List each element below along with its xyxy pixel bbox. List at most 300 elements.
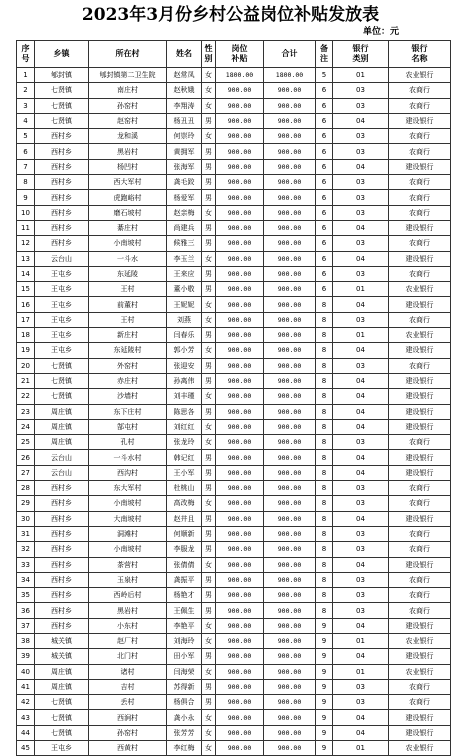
cell-village: 诸村 — [89, 664, 167, 679]
cell-gender: 男 — [202, 603, 216, 618]
cell-bank_type: 03 — [333, 695, 389, 710]
cell-seq: 29 — [17, 496, 35, 511]
cell-subsidy: 900.00 — [216, 450, 264, 465]
cell-bank_type: 04 — [333, 159, 389, 174]
cell-name: 苏得新 — [167, 679, 202, 694]
cell-total: 900.00 — [264, 649, 316, 664]
column-header-bank_type: 银行 类别 — [333, 41, 389, 68]
cell-bank_type: 04 — [333, 511, 389, 526]
cell-village: 王村 — [89, 282, 167, 297]
cell-village: 东下庄村 — [89, 404, 167, 419]
cell-village: 赤庄村 — [89, 373, 167, 388]
cell-total: 900.00 — [264, 419, 316, 434]
cell-village: 王村 — [89, 312, 167, 327]
cell-bank_name: 农商行 — [389, 572, 451, 587]
table-row — [17, 389, 451, 404]
cell-bank_name: 农商行 — [389, 144, 451, 159]
cell-name: 刘红红 — [167, 419, 202, 434]
cell-bank_name: 建设银行 — [389, 419, 451, 434]
cell-seq: 21 — [17, 373, 35, 388]
cell-seq: 28 — [17, 481, 35, 496]
cell-gender: 男 — [202, 404, 216, 419]
cell-town: 云台山 — [35, 450, 89, 465]
cell-bank_type: 03 — [333, 526, 389, 541]
cell-gender: 女 — [202, 633, 216, 648]
cell-village: 茶营村 — [89, 557, 167, 572]
cell-subsidy: 900.00 — [216, 710, 264, 725]
cell-gender: 男 — [202, 282, 216, 297]
cell-bank_name: 农商行 — [389, 205, 451, 220]
cell-bank_type: 03 — [333, 83, 389, 98]
cell-name: 刘海玲 — [167, 633, 202, 648]
column-header-bank_name: 银行 名称 — [389, 41, 451, 68]
cell-bank_type: 01 — [333, 633, 389, 648]
cell-bank_name: 农商行 — [389, 98, 451, 113]
cell-seq: 22 — [17, 389, 35, 404]
cell-name: 候雅三 — [167, 236, 202, 251]
table-row — [17, 633, 451, 648]
table-row — [17, 588, 451, 603]
cell-name: 刘燕 — [167, 312, 202, 327]
cell-gender: 男 — [202, 465, 216, 480]
cell-gender: 男 — [202, 511, 216, 526]
cell-gender: 女 — [202, 343, 216, 358]
cell-name: 陈思各 — [167, 404, 202, 419]
cell-bank_type: 04 — [333, 404, 389, 419]
cell-gender: 女 — [202, 557, 216, 572]
cell-seq: 19 — [17, 343, 35, 358]
cell-note: 9 — [316, 649, 333, 664]
cell-town: 王屯乡 — [35, 328, 89, 343]
cell-bank_name: 农商行 — [389, 175, 451, 190]
cell-village: 西大军村 — [89, 175, 167, 190]
cell-total: 900.00 — [264, 98, 316, 113]
cell-total: 900.00 — [264, 481, 316, 496]
cell-bank_type: 01 — [333, 282, 389, 297]
cell-bank_type: 04 — [333, 373, 389, 388]
cell-village: 南庄村 — [89, 83, 167, 98]
cell-bank_name: 建设银行 — [389, 618, 451, 633]
cell-subsidy: 900.00 — [216, 83, 264, 98]
cell-name: 龚小永 — [167, 710, 202, 725]
table-row — [17, 328, 451, 343]
cell-total: 900.00 — [264, 679, 316, 694]
cell-village: 小东村 — [89, 618, 167, 633]
cell-village: 外窑村 — [89, 358, 167, 373]
cell-total: 900.00 — [264, 496, 316, 511]
cell-bank_type: 04 — [333, 113, 389, 128]
cell-name: 王佩生 — [167, 603, 202, 618]
cell-gender: 男 — [202, 695, 216, 710]
cell-bank_type: 04 — [333, 465, 389, 480]
table-row — [17, 679, 451, 694]
cell-seq: 18 — [17, 328, 35, 343]
table-row — [17, 695, 451, 710]
cell-seq: 2 — [17, 83, 35, 98]
cell-seq: 12 — [17, 236, 35, 251]
cell-note: 8 — [316, 404, 333, 419]
cell-name: 何顺新 — [167, 526, 202, 541]
cell-note: 6 — [316, 220, 333, 235]
cell-village: 东延陵村 — [89, 343, 167, 358]
cell-town: 七贤镇 — [35, 83, 89, 98]
cell-town: 西村乡 — [35, 159, 89, 174]
cell-gender: 女 — [202, 741, 216, 756]
table-row — [17, 435, 451, 450]
cell-total: 900.00 — [264, 511, 316, 526]
cell-town: 七贤镇 — [35, 389, 89, 404]
table-row — [17, 542, 451, 557]
cell-gender: 女 — [202, 68, 216, 83]
cell-bank_name: 农商行 — [389, 129, 451, 144]
table-row — [17, 159, 451, 174]
cell-gender: 男 — [202, 144, 216, 159]
cell-note: 8 — [316, 588, 333, 603]
column-header-gender: 性 别 — [202, 41, 216, 68]
cell-bank_name: 建设银行 — [389, 710, 451, 725]
cell-town: 七贤镇 — [35, 695, 89, 710]
cell-bank_type: 01 — [333, 68, 389, 83]
cell-total: 900.00 — [264, 710, 316, 725]
cell-total: 900.00 — [264, 633, 316, 648]
cell-gender: 女 — [202, 496, 216, 511]
cell-gender: 男 — [202, 679, 216, 694]
cell-gender: 女 — [202, 129, 216, 144]
cell-subsidy: 900.00 — [216, 144, 264, 159]
cell-bank_name: 农业银行 — [389, 633, 451, 648]
cell-subsidy: 900.00 — [216, 404, 264, 419]
cell-town: 西村乡 — [35, 496, 89, 511]
cell-subsidy: 900.00 — [216, 175, 264, 190]
cell-note: 6 — [316, 205, 333, 220]
cell-name: 王妮妮 — [167, 297, 202, 312]
cell-subsidy: 900.00 — [216, 419, 264, 434]
cell-name: 赵井且 — [167, 511, 202, 526]
cell-seq: 3 — [17, 98, 35, 113]
cell-note: 8 — [316, 496, 333, 511]
cell-total: 900.00 — [264, 236, 316, 251]
cell-village: 北门村 — [89, 649, 167, 664]
cell-subsidy: 900.00 — [216, 251, 264, 266]
cell-bank_type: 01 — [333, 741, 389, 756]
cell-town: 西村乡 — [35, 220, 89, 235]
cell-seq: 42 — [17, 695, 35, 710]
cell-gender: 女 — [202, 251, 216, 266]
cell-bank_name: 农商行 — [389, 603, 451, 618]
cell-total: 900.00 — [264, 465, 316, 480]
cell-town: 周庄镇 — [35, 419, 89, 434]
cell-subsidy: 900.00 — [216, 603, 264, 618]
cell-town: 王屯乡 — [35, 741, 89, 756]
cell-bank_type: 03 — [333, 679, 389, 694]
cell-bank_type: 03 — [333, 236, 389, 251]
cell-note: 6 — [316, 282, 333, 297]
cell-bank_type: 04 — [333, 220, 389, 235]
cell-total: 900.00 — [264, 603, 316, 618]
cell-village: 玉泉村 — [89, 572, 167, 587]
cell-subsidy: 900.00 — [216, 343, 264, 358]
table-row — [17, 481, 451, 496]
cell-note: 6 — [316, 113, 333, 128]
cell-total: 900.00 — [264, 725, 316, 740]
cell-subsidy: 900.00 — [216, 649, 264, 664]
cell-name: 黄拥军 — [167, 144, 202, 159]
cell-note: 6 — [316, 266, 333, 281]
table-row — [17, 511, 451, 526]
table-row — [17, 450, 451, 465]
cell-total: 900.00 — [264, 113, 316, 128]
cell-town: 王屯乡 — [35, 282, 89, 297]
cell-note: 9 — [316, 679, 333, 694]
cell-note: 6 — [316, 251, 333, 266]
cell-seq: 39 — [17, 649, 35, 664]
cell-bank_name: 农业银行 — [389, 68, 451, 83]
cell-subsidy: 900.00 — [216, 542, 264, 557]
cell-town: 七贤镇 — [35, 358, 89, 373]
cell-name: 王来应 — [167, 266, 202, 281]
cell-note: 6 — [316, 175, 333, 190]
cell-town: 七贤镇 — [35, 373, 89, 388]
cell-bank_name: 建设银行 — [389, 450, 451, 465]
cell-village: 东延陵 — [89, 266, 167, 281]
cell-name: 董小敬 — [167, 282, 202, 297]
cell-bank_type: 03 — [333, 266, 389, 281]
cell-bank_name: 农业银行 — [389, 741, 451, 756]
cell-bank_name: 建设银行 — [389, 649, 451, 664]
cell-seq: 37 — [17, 618, 35, 633]
table-row — [17, 496, 451, 511]
cell-total: 900.00 — [264, 129, 316, 144]
cell-seq: 17 — [17, 312, 35, 327]
cell-bank_name: 农商行 — [389, 190, 451, 205]
cell-bank_type: 03 — [333, 603, 389, 618]
cell-gender: 男 — [202, 175, 216, 190]
cell-total: 900.00 — [264, 618, 316, 633]
cell-bank_type: 04 — [333, 649, 389, 664]
cell-bank_name: 建设银行 — [389, 725, 451, 740]
cell-name: 张倩倩 — [167, 557, 202, 572]
cell-total: 900.00 — [264, 175, 316, 190]
cell-gender: 男 — [202, 373, 216, 388]
cell-bank_name: 农商行 — [389, 542, 451, 557]
cell-bank_type: 03 — [333, 588, 389, 603]
cell-seq: 1 — [17, 68, 35, 83]
cell-note: 9 — [316, 710, 333, 725]
cell-bank_name: 农商行 — [389, 695, 451, 710]
table-row — [17, 220, 451, 235]
cell-gender: 男 — [202, 236, 216, 251]
cell-name: 尚建兵 — [167, 220, 202, 235]
cell-note: 8 — [316, 572, 333, 587]
cell-gender: 女 — [202, 205, 216, 220]
cell-bank_type: 03 — [333, 312, 389, 327]
cell-town: 西村乡 — [35, 205, 89, 220]
cell-bank_name: 建设银行 — [389, 297, 451, 312]
cell-note: 8 — [316, 358, 333, 373]
cell-gender: 男 — [202, 190, 216, 205]
cell-name: 杨丑丑 — [167, 113, 202, 128]
cell-note: 6 — [316, 144, 333, 159]
cell-name: 李玉兰 — [167, 251, 202, 266]
cell-village: 西岭后村 — [89, 588, 167, 603]
cell-village: 赵厂村 — [89, 633, 167, 648]
cell-town: 西村乡 — [35, 572, 89, 587]
cell-bank_name: 建设银行 — [389, 159, 451, 174]
cell-town: 周庄镇 — [35, 435, 89, 450]
cell-seq: 41 — [17, 679, 35, 694]
cell-bank_name: 农商行 — [389, 312, 451, 327]
cell-name: 高改梅 — [167, 496, 202, 511]
cell-bank_type: 04 — [333, 450, 389, 465]
cell-subsidy: 900.00 — [216, 557, 264, 572]
cell-gender: 男 — [202, 526, 216, 541]
cell-total: 900.00 — [264, 220, 316, 235]
cell-subsidy: 900.00 — [216, 526, 264, 541]
cell-bank_type: 03 — [333, 175, 389, 190]
cell-name: 杨俱合 — [167, 695, 202, 710]
cell-name: 王小军 — [167, 465, 202, 480]
cell-seq: 25 — [17, 435, 35, 450]
cell-total: 900.00 — [264, 389, 316, 404]
table-header-row — [17, 41, 451, 68]
cell-village: 吉村 — [89, 679, 167, 694]
cell-bank_type: 04 — [333, 297, 389, 312]
cell-town: 城关镇 — [35, 649, 89, 664]
cell-village: 前董村 — [89, 297, 167, 312]
cell-bank_type: 04 — [333, 710, 389, 725]
cell-subsidy: 900.00 — [216, 496, 264, 511]
cell-subsidy: 900.00 — [216, 373, 264, 388]
cell-gender: 女 — [202, 312, 216, 327]
cell-town: 西村乡 — [35, 511, 89, 526]
cell-subsidy: 900.00 — [216, 511, 264, 526]
cell-bank_type: 03 — [333, 542, 389, 557]
cell-town: 西村乡 — [35, 481, 89, 496]
cell-name: 闫海荣 — [167, 664, 202, 679]
cell-subsidy: 900.00 — [216, 633, 264, 648]
cell-town: 西村乡 — [35, 542, 89, 557]
cell-bank_name: 农商行 — [389, 526, 451, 541]
cell-name: 李翔涛 — [167, 98, 202, 113]
cell-village: 虎跑峪村 — [89, 190, 167, 205]
cell-note: 6 — [316, 236, 333, 251]
cell-seq: 13 — [17, 251, 35, 266]
cell-village: 大南坡村 — [89, 511, 167, 526]
cell-name: 田小军 — [167, 649, 202, 664]
cell-note: 8 — [316, 603, 333, 618]
cell-subsidy: 900.00 — [216, 481, 264, 496]
cell-seq: 7 — [17, 159, 35, 174]
cell-name: 李服龙 — [167, 542, 202, 557]
cell-seq: 35 — [17, 588, 35, 603]
cell-seq: 34 — [17, 572, 35, 587]
table-row — [17, 725, 451, 740]
cell-gender: 女 — [202, 664, 216, 679]
cell-seq: 26 — [17, 450, 35, 465]
cell-note: 6 — [316, 190, 333, 205]
cell-total: 1800.00 — [264, 68, 316, 83]
cell-subsidy: 900.00 — [216, 205, 264, 220]
cell-seq: 38 — [17, 633, 35, 648]
cell-gender: 男 — [202, 649, 216, 664]
cell-seq: 8 — [17, 175, 35, 190]
cell-total: 900.00 — [264, 572, 316, 587]
cell-town: 七贤镇 — [35, 725, 89, 740]
cell-note: 6 — [316, 83, 333, 98]
cell-town: 云台山 — [35, 465, 89, 480]
cell-note: 8 — [316, 419, 333, 434]
cell-total: 900.00 — [264, 741, 316, 756]
cell-name: 孙离伟 — [167, 373, 202, 388]
cell-name: 张海军 — [167, 159, 202, 174]
table-row — [17, 144, 451, 159]
cell-total: 900.00 — [264, 450, 316, 465]
table-row — [17, 618, 451, 633]
cell-town: 西村乡 — [35, 588, 89, 603]
table-row — [17, 68, 451, 83]
cell-total: 900.00 — [264, 83, 316, 98]
cell-name: 龚振平 — [167, 572, 202, 587]
cell-subsidy: 900.00 — [216, 741, 264, 756]
cell-gender: 女 — [202, 419, 216, 434]
cell-village: 新庄村 — [89, 328, 167, 343]
cell-name: 李红梅 — [167, 741, 202, 756]
cell-total: 900.00 — [264, 144, 316, 159]
cell-seq: 24 — [17, 419, 35, 434]
cell-bank_name: 农商行 — [389, 588, 451, 603]
cell-gender: 女 — [202, 618, 216, 633]
cell-total: 900.00 — [264, 526, 316, 541]
table-row — [17, 282, 451, 297]
cell-total: 900.00 — [264, 542, 316, 557]
cell-village: 西沟村 — [89, 465, 167, 480]
cell-total: 900.00 — [264, 557, 316, 572]
table-row — [17, 572, 451, 587]
cell-total: 900.00 — [264, 404, 316, 419]
cell-note: 8 — [316, 328, 333, 343]
cell-seq: 4 — [17, 113, 35, 128]
cell-bank_name: 农商行 — [389, 679, 451, 694]
cell-seq: 23 — [17, 404, 35, 419]
cell-note: 8 — [316, 526, 333, 541]
cell-town: 七贤镇 — [35, 113, 89, 128]
cell-note: 8 — [316, 373, 333, 388]
cell-seq: 5 — [17, 129, 35, 144]
column-header-village: 所在村 — [89, 41, 167, 68]
cell-subsidy: 900.00 — [216, 220, 264, 235]
cell-total: 900.00 — [264, 297, 316, 312]
cell-gender: 男 — [202, 542, 216, 557]
cell-village: 一斗水村 — [89, 450, 167, 465]
cell-total: 900.00 — [264, 159, 316, 174]
column-header-town: 乡镇 — [35, 41, 89, 68]
cell-gender: 男 — [202, 450, 216, 465]
cell-bank_type: 04 — [333, 557, 389, 572]
cell-bank_type: 03 — [333, 205, 389, 220]
column-header-subsidy: 岗位 补贴 — [216, 41, 264, 68]
cell-town: 王屯乡 — [35, 312, 89, 327]
cell-gender: 女 — [202, 435, 216, 450]
page-title: 2023年3月份乡村公益岗位补贴发放表 — [81, 5, 380, 25]
cell-town: 王屯乡 — [35, 343, 89, 358]
cell-seq: 32 — [17, 542, 35, 557]
cell-seq: 27 — [17, 465, 35, 480]
cell-bank_name: 建设银行 — [389, 113, 451, 128]
cell-subsidy: 900.00 — [216, 695, 264, 710]
cell-village: 赵窑村 — [89, 113, 167, 128]
cell-name: 刘丰瑾 — [167, 389, 202, 404]
cell-note: 8 — [316, 511, 333, 526]
